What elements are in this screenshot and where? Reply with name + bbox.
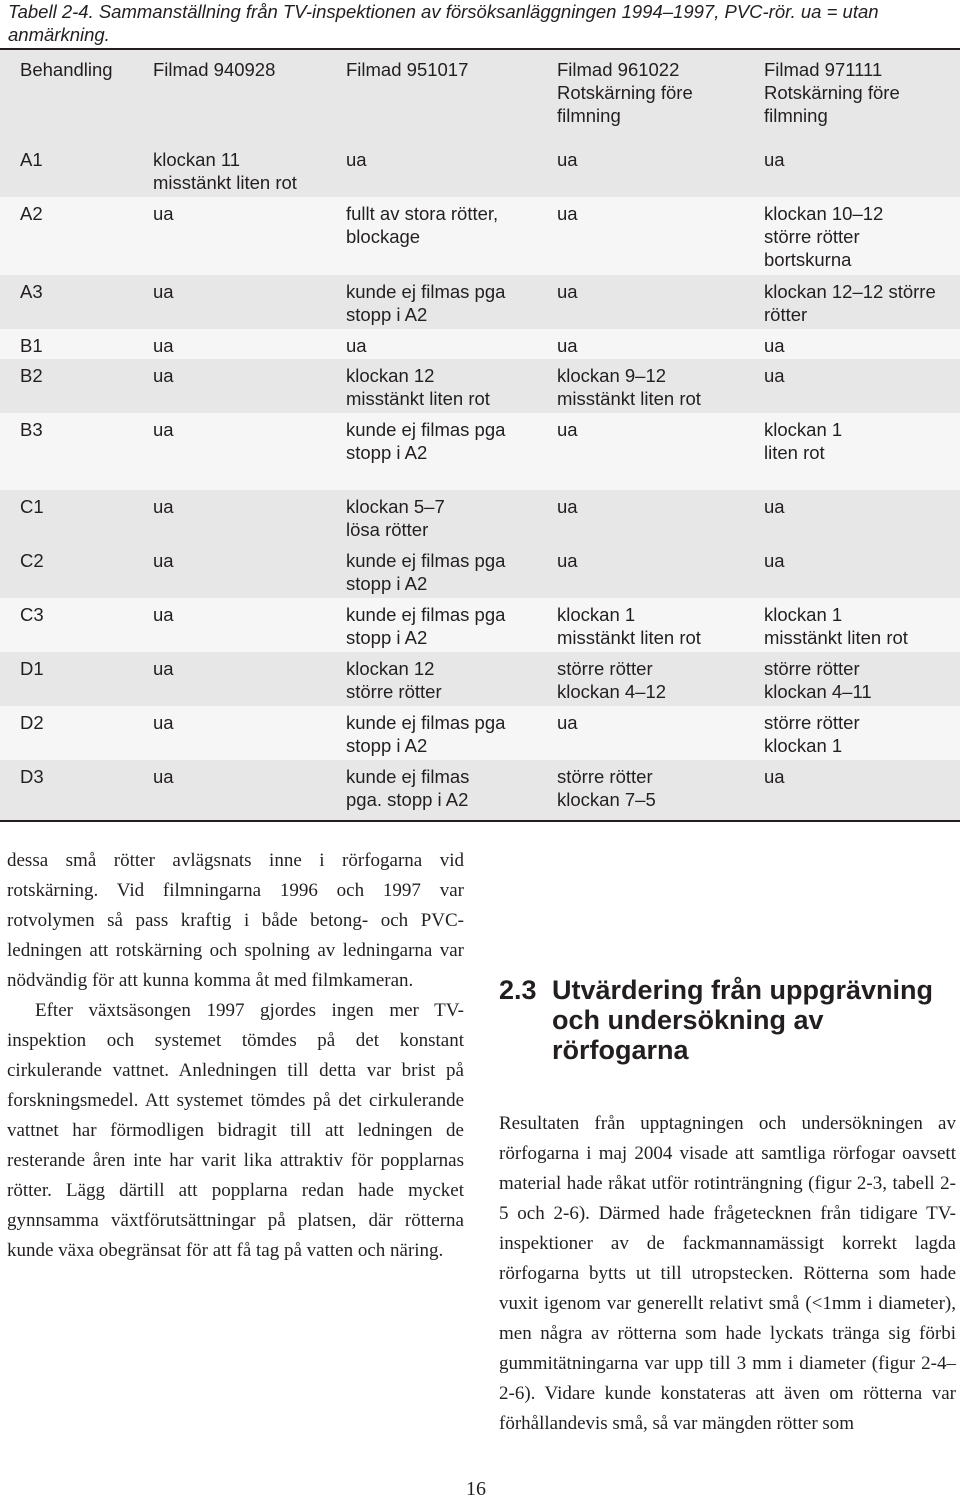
table-cell: klockan 1 misstänkt liten rot xyxy=(557,604,701,648)
table-cell: större rötter klockan 1 xyxy=(764,712,860,756)
table-cell: kunde ej filmas pga stopp i A2 xyxy=(346,419,506,463)
table-cell: kunde ej filmas pga stopp i A2 xyxy=(346,281,506,325)
table-cell: kunde ej filmas pga stopp i A2 xyxy=(346,550,506,594)
table-cell: klockan 10–12 större rötter bortskurna xyxy=(764,203,884,270)
table-cell: ua xyxy=(764,550,785,571)
treatment-label: A3 xyxy=(20,281,43,302)
table-cell: ua xyxy=(764,335,785,356)
table-cell: ua xyxy=(557,496,578,517)
table-cell: ua xyxy=(153,550,174,571)
table-cell: fullt av stora rötter, blockage xyxy=(346,203,499,247)
table-cell: klockan 12–12 större rötter xyxy=(764,281,936,325)
table-bottom-rule xyxy=(0,820,960,822)
table-cell: ua xyxy=(557,335,578,356)
table-cell: ua xyxy=(764,365,785,386)
table-cell: ua xyxy=(557,281,578,302)
treatment-label: B2 xyxy=(20,365,43,386)
table-cell: större rötter klockan 4–11 xyxy=(764,658,872,702)
table-cell: ua xyxy=(153,496,174,517)
table-cell: ua xyxy=(153,604,174,625)
table-cell: klockan 12 misstänkt liten rot xyxy=(346,365,490,409)
section-heading xyxy=(499,975,949,1065)
table-cell: ua xyxy=(153,335,174,356)
treatment-label: D1 xyxy=(20,658,44,679)
table-header-cell: Filmad 961022 Rotskärning före filmning xyxy=(557,59,693,126)
table-cell: klockan 9–12 misstänkt liten rot xyxy=(557,365,701,409)
table-cell: ua xyxy=(557,419,578,440)
treatment-label: A2 xyxy=(20,203,43,224)
table-row-band xyxy=(0,329,960,359)
table-cell: klockan 5–7 lösa rötter xyxy=(346,496,445,540)
table-cell: ua xyxy=(153,203,174,224)
table-cell: ua xyxy=(557,550,578,571)
table-header-cell: Filmad 951017 xyxy=(346,59,469,80)
section-number: 2.3 xyxy=(499,975,537,1005)
table-cell: klockan 1 misstänkt liten rot xyxy=(764,604,908,648)
left-paragraph-2: Efter växtsäsongen 1997 gjordes ingen mer TV-inspektion och systemet tömdes på det konstant cirkulerande vattnet. Anledningen till detta var brist på forskningsmedel. Att systemet tömdes på det cirkulerande vattnet har förmodligen bidragit till att ledningen de resterande åren inte har varit lika attraktiv för popplarnas rötter. Lägg därtill att popplarna redan hade mycket gynnsamma växtförutsättningar på platsen, där rötterna kunde växa obegränsat för att få tag på vatten och näring. xyxy=(7,1000,464,1261)
table-cell: ua xyxy=(153,419,174,440)
table-cell: större rötter klockan 7–5 xyxy=(557,766,656,810)
table-cell: kunde ej filmas pga stopp i A2 xyxy=(346,712,506,756)
table-cell: ua xyxy=(346,335,367,356)
treatment-label: C3 xyxy=(20,604,44,625)
section-title: Utvärdering från uppgrävning och undersökning av rörfogarna xyxy=(552,975,934,1065)
table-cell: ua xyxy=(153,658,174,679)
table-cell: klockan 12 större rötter xyxy=(346,658,442,702)
table-cell: ua xyxy=(764,496,785,517)
table-cell: ua xyxy=(346,149,367,170)
table-cell: ua xyxy=(557,203,578,224)
right-text-column xyxy=(499,1109,956,1439)
page-number: 16 xyxy=(466,1478,486,1500)
treatment-label: B3 xyxy=(20,419,43,440)
right-paragraph-1: Resultaten från upptagningen och undersökningen av rörfogarna i maj 2004 visade att samtliga rörfogar oavsett material hade råkat utför rotinträngning (figur 2-3, tabell 2-5 och 2-6). Därmed hade frågetecknen från tidigare TV-inspektioner av de fackmannamässigt korrekt lagda rörfogarna bytts ut till utropstecken. Rötterna som hade vuxit igenom var generellt relativt små (<1mm i diameter), men några av rötterna som hade lyckats tränga sig förbi gummitätningarna var upp till 3 mm i diameter (figur 2-4–2-6). Vidare kunde konstateras att även om rötterna var förhållandevis små, så var mängden rötter som xyxy=(499,1113,956,1434)
table-cell: ua xyxy=(764,149,785,170)
treatment-label: C1 xyxy=(20,496,44,517)
table-cell: ua xyxy=(557,149,578,170)
left-paragraph-1: dessa små rötter avlägsnats inne i rörfogarna vid rotskärning. Vid filmningarna 1996 och 1997 var rotvolymen så pass kraftig i både betong- och PVC-ledningen att rotskärning och spolning av ledningarna var nödvändig för att kunna komma åt med filmkameran. xyxy=(7,850,464,991)
treatment-label: C2 xyxy=(20,550,44,571)
table-caption: Tabell 2-4. Sammanställning från TV-inspektionen av försöksanläggningen 1994–1997, PVC-rör. ua = utan anmärkning. xyxy=(8,1,879,45)
table-cell: kunde ej filmas pga stopp i A2 xyxy=(346,604,506,648)
table-cell: kunde ej filmas pga. stopp i A2 xyxy=(346,766,470,810)
treatment-label: B1 xyxy=(20,335,43,356)
left-text-column xyxy=(7,846,464,1266)
table-cell: större rötter klockan 4–12 xyxy=(557,658,667,702)
treatment-label: D2 xyxy=(20,712,44,733)
table-cell: ua xyxy=(153,766,174,787)
table-cell: ua xyxy=(153,281,174,302)
table-cell: ua xyxy=(557,712,578,733)
table-cell: ua xyxy=(764,766,785,787)
table-header-cell: Filmad 940928 xyxy=(153,59,276,80)
treatment-label: A1 xyxy=(20,149,43,170)
table-header-cell: Behandling xyxy=(20,59,113,80)
table-cell: klockan 1 liten rot xyxy=(764,419,843,463)
table-cell: ua xyxy=(153,365,174,386)
table-cell: ua xyxy=(153,712,174,733)
table-top-rule xyxy=(0,48,960,50)
treatment-label: D3 xyxy=(20,766,44,787)
table-header-cell: Filmad 971111 Rotskärning före filmning xyxy=(764,59,900,126)
table-cell: klockan 11 misstänkt liten rot xyxy=(153,149,297,193)
